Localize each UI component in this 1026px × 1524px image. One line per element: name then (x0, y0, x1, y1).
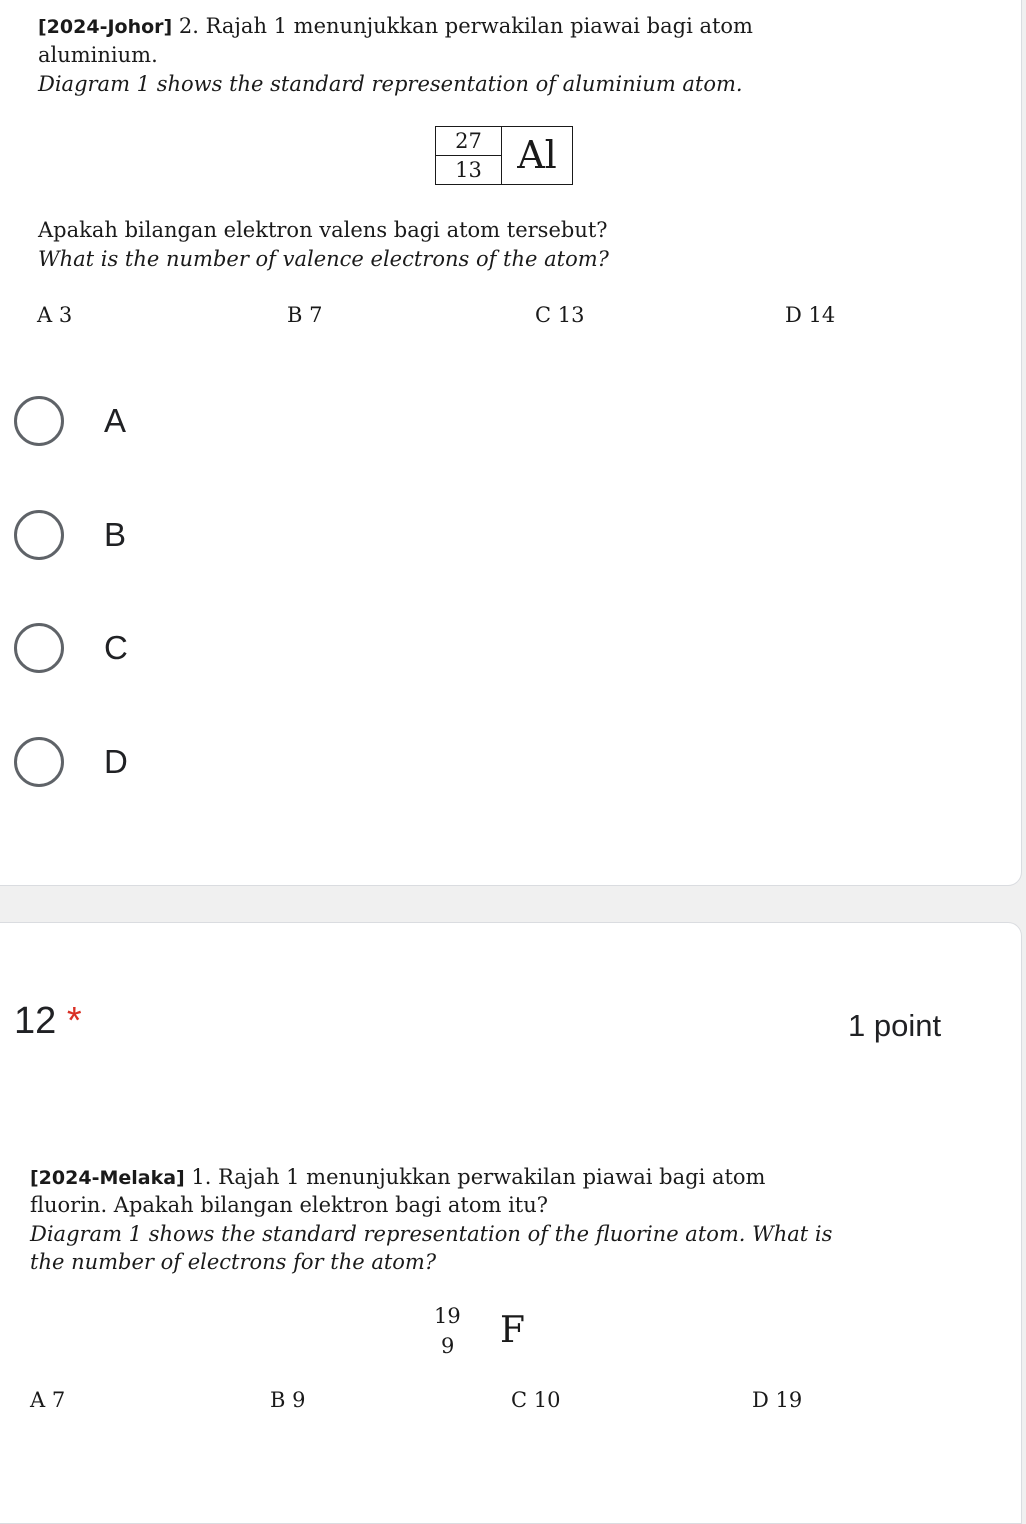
choice-text-d: D 14 (785, 303, 836, 327)
atomic-number: 9 (441, 1334, 455, 1358)
choice-text-a: A 7 (30, 1388, 66, 1412)
element-symbol: F (500, 1310, 525, 1351)
question-11-en: What is the number of valence electrons of the atom? (38, 247, 609, 271)
radio-label: A (104, 402, 127, 439)
radio-circle[interactable] (14, 623, 64, 673)
choice-text-d: D 19 (752, 1388, 803, 1412)
mass-number: 19 (434, 1304, 461, 1328)
radio-label: C (104, 629, 128, 666)
radio-label: B (104, 516, 127, 553)
question-number (14, 1000, 82, 1043)
radio-option-c[interactable] (14, 623, 414, 683)
question-11-line-1: [2024-Johor] 2. Rajah 1 menunjukkan perwakilan piawai bagi atom (38, 14, 753, 38)
choice-text-c: C 13 (535, 303, 585, 327)
choice-text-b: B 7 (287, 303, 323, 327)
question-12-line-3: Diagram 1 shows the standard representation of the fluorine atom. What is (30, 1222, 833, 1246)
radio-option-b[interactable] (14, 510, 414, 570)
question-12-line-2: fluorin. Apakah bilangan elektron bagi atom itu? (30, 1193, 549, 1217)
radio-option-d[interactable] (14, 737, 414, 797)
question-12-line-1: [2024-Melaka] 1. Rajah 1 menunjukkan perwakilan piawai bagi atom (30, 1165, 766, 1189)
choice-text-a: A 3 (37, 303, 73, 327)
question-12-line-4: the number of electrons for the atom? (30, 1250, 437, 1274)
atomic-number: 13 (455, 158, 482, 182)
radio-option-a[interactable] (14, 396, 414, 456)
question-points: 1 point (848, 1008, 942, 1043)
choice-text-c: C 10 (511, 1388, 561, 1412)
required-asterisk: * (66, 1000, 82, 1042)
aluminium-nuclide-box (435, 126, 573, 185)
question-number-text: 12 (14, 1000, 57, 1042)
question-11-line-3: Diagram 1 shows the standard representation of aluminium atom. (38, 72, 743, 96)
mass-number: 27 (436, 127, 501, 156)
radio-circle[interactable] (14, 737, 64, 787)
radio-circle[interactable] (14, 510, 64, 560)
choice-text-b: B 9 (270, 1388, 306, 1412)
element-symbol: Al (517, 133, 557, 177)
radio-label: D (104, 743, 128, 780)
question-11-line-2: aluminium. (38, 43, 158, 67)
radio-circle[interactable] (14, 396, 64, 446)
question-11-ms: Apakah bilangan elektron valens bagi atom tersebut? (38, 218, 608, 242)
